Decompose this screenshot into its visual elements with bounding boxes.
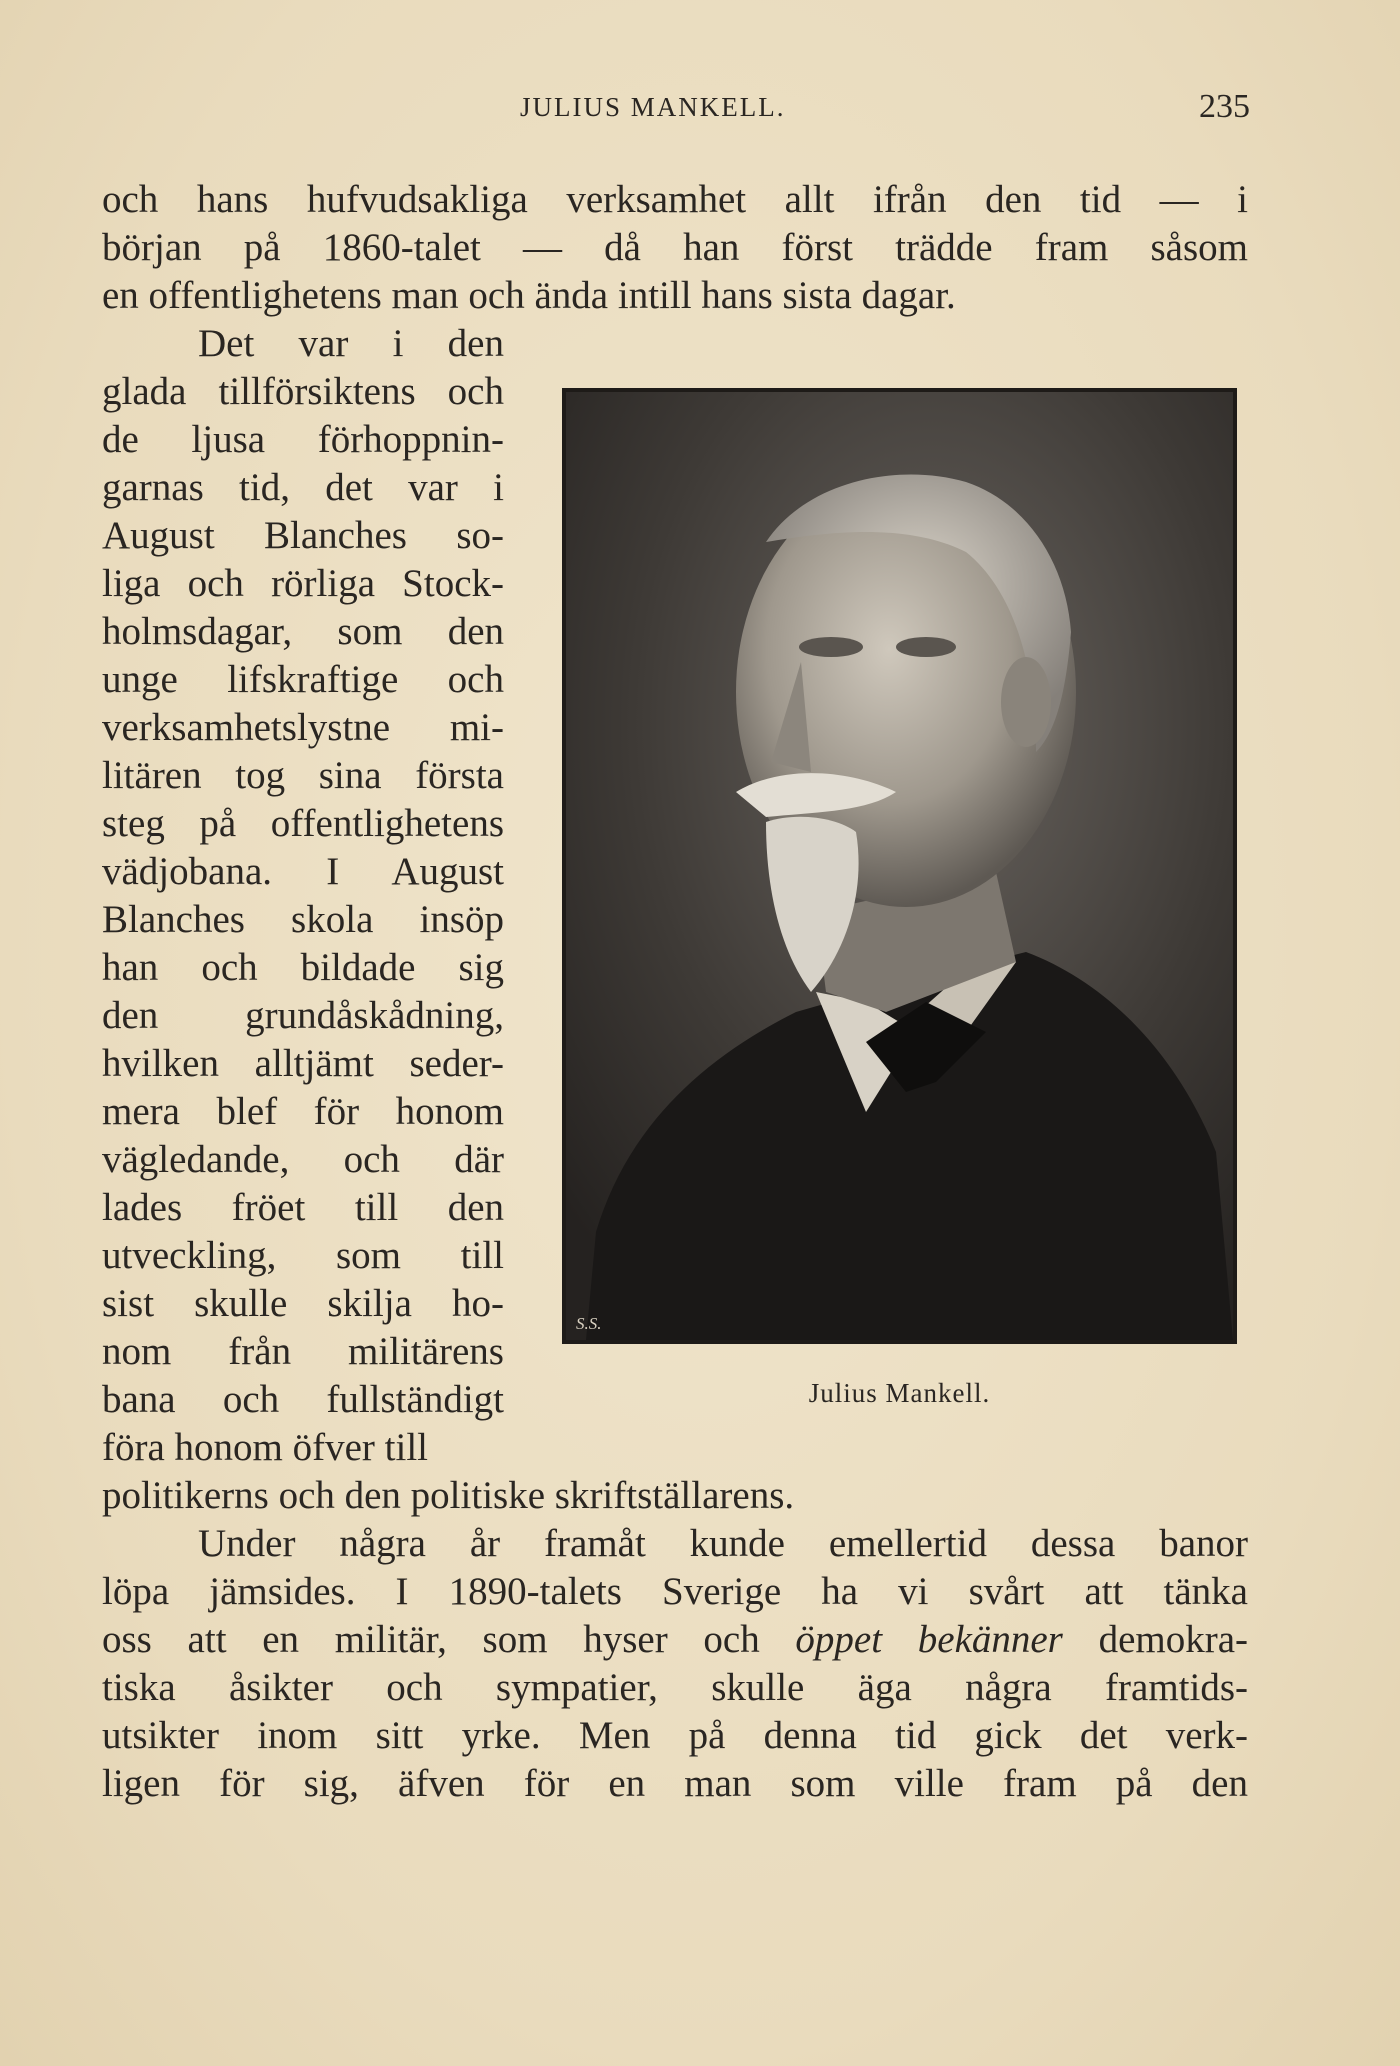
text-line: utveckling, som till <box>102 1234 504 1277</box>
page-header <box>0 88 1400 132</box>
text-line: liga och rörliga Stock- <box>102 562 504 605</box>
text-line: steg på offentlighetens <box>102 802 504 845</box>
figure-caption: Julius Mankell. <box>808 1378 991 1408</box>
italic-phrase: öppet bekänner <box>795 1618 1063 1661</box>
text-line: lades fröet till den <box>102 1186 504 1229</box>
text-line: tiska åsikter och sympatier, skulle äga några framtids- <box>102 1666 1248 1709</box>
text-line: utsikter inom sitt yrke. Men på denna tid gick det verk- <box>102 1714 1248 1757</box>
text-line: vädjobana. I August <box>102 850 504 893</box>
photo-signature: S.S. <box>576 1314 602 1333</box>
text-line: Det var i den <box>198 322 504 365</box>
running-title: JULIUS MANKELL. <box>520 92 786 122</box>
text-segment: oss att en militär, som hyser och <box>102 1618 760 1661</box>
text-line: August Blanches so- <box>102 514 504 557</box>
portrait-image <box>566 392 1233 1340</box>
text-line: föra honom öfver till <box>102 1426 428 1469</box>
page-number: 235 <box>1199 88 1250 125</box>
text-line: garnas tid, det var i <box>102 466 504 509</box>
text-line: sist skulle skilja ho- <box>102 1282 504 1325</box>
text-line: de ljusa förhoppnin- <box>102 418 504 461</box>
text-line: glada tillförsiktens och <box>102 370 504 413</box>
text-line: vägledande, och där <box>102 1138 504 1181</box>
text-line: hvilken alltjämt seder- <box>102 1042 504 1085</box>
text-line: ligen för sig, äfven för en man som ville fram på den <box>102 1762 1248 1805</box>
text-line: mera blef för honom <box>102 1090 504 1133</box>
text-line <box>102 1616 1248 1664</box>
text-line: holmsdagar, som den <box>102 610 504 653</box>
text-line: början på 1860-talet — då han först trädde fram såsom <box>102 226 1248 269</box>
text-line: den grundåskådning, <box>102 994 504 1037</box>
portrait-photo <box>562 388 1237 1344</box>
text-segment: demokra- <box>1098 1618 1248 1661</box>
text-line: en offentlighetens man och ända intill hans sista dagar. <box>102 274 956 317</box>
text-line: han och bildade sig <box>102 946 504 989</box>
text-line: löpa jämsides. I 1890-talets Sverige ha vi svårt att tänka <box>102 1570 1248 1613</box>
text-line: unge lifskraftige och <box>102 658 504 701</box>
text-line: litären tog sina första <box>102 754 504 797</box>
text-line: och hans hufvudsakliga verksamhet allt ifrån den tid — i <box>102 178 1248 221</box>
text-line: nom från militärens <box>102 1330 504 1373</box>
text-line: Blanches skola insöp <box>102 898 504 941</box>
text-line: Under några år framåt kunde emellertid dessa banor <box>198 1522 1248 1565</box>
text-line: politikerns och den politiske skriftställarens. <box>102 1474 795 1517</box>
text-line: bana och fullständigt <box>102 1378 504 1421</box>
text-line: verksamhetslystne mi- <box>102 706 504 749</box>
